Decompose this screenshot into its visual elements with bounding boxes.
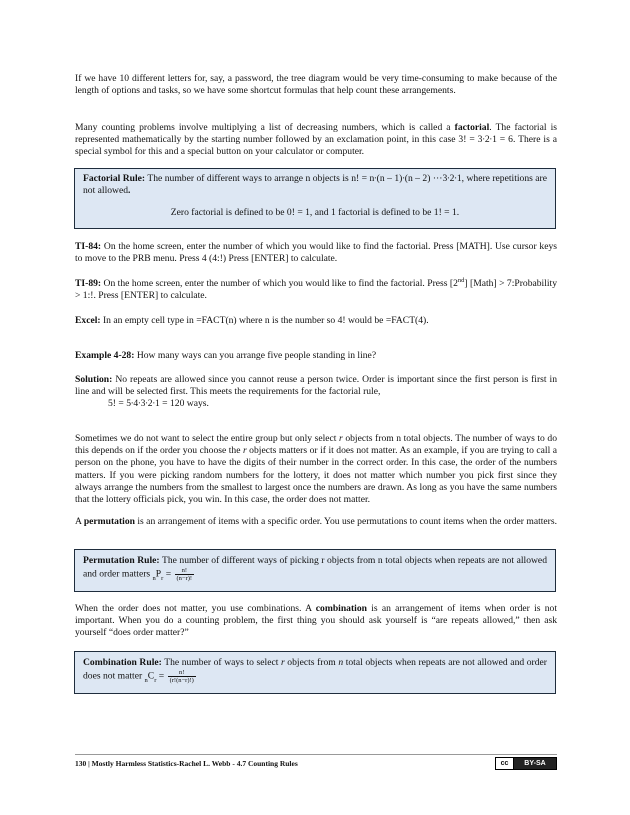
zero-factorial-note: Zero factorial is defined to be 0! = 1, and 1 factorial is defined to be 1! = 1. <box>170 207 460 219</box>
ti89-instructions: TI-89: On the home screen, enter the number of which you would like to find the factorial. Press [2nd] [Math] > 7:Probability > 1:!. Press [ENTER] to calculate. <box>75 276 557 302</box>
solution: Solution: No repeats are allowed since you cannot reuse a person twice. Order is important since the first person is first in line and will be selected first. This meets the requirements for the factorial rule, 5! = 5∙4∙3∙2∙1 = 120 ways. <box>75 374 557 410</box>
ti84-instructions: TI-84: On the home screen, enter the number of which you would like to find the factorial. Press [MATH]. Use cursor keys to move to the PRB menu. Press 4 (4:!) Press [ENTER] to calculate. <box>75 241 557 265</box>
intro-paragraph: If we have 10 different letters for, say, a password, the tree diagram would be very time-consuming to make because of the length of options and tasks, so we have some shortcut formulas that help count these arrangements. <box>75 73 557 97</box>
cc-by-sa-license-icon: cc BY-SA <box>495 757 557 770</box>
permutation-rule-box: Permutation Rule: The number of different ways of picking r objects from n total objects when repeats are not allowed and order matters $_nP_r$ = $\frac{n!}{(n-r)!}$ <box>74 549 556 592</box>
combination-definition: When the order does not matter, you use combinations. A combination is an arrangement of items when order is not important. When you do a counting problem, the first thing you should ask yourself is “are repeats allowed,” then ask yourself “does order matter?” <box>75 603 558 639</box>
permutation-fraction: $\frac{n!}{(n-r)!}$ <box>176 567 193 583</box>
order-paragraph: Sometimes we do not want to select the entire group but only select r objects from n total objects. The number of ways to do this depends on if the order you choose the r objects matters or if it does not matter. As an example, if you are trying to call a person on the phone, you have to have the digits of their number in the correct order. In this case, the order of the numbers matters. If you were picking random numbers for the lottery, it does not matter which number you pick first since they always arrange the numbers from the smallest to largest once the numbers are drawn. As long as you have the same numbers that the lottery officials pick, you win. In this case, the order does not matter. <box>75 433 557 506</box>
factorial-paragraph: Many counting problems involve multiplying a list of decreasing numbers, which is called a factorial. The factorial is represented mathematically by the starting number followed by an exclamation point, in this case 3! = 3∙2∙1 = 6. There is a special symbol for this and a special button on your calculator or computer. <box>75 122 557 158</box>
permutation-definition: A permutation is an arrangement of items with a specific order. You use permutations to count items when the order matters. <box>75 516 558 527</box>
page-footer: 130 | Mostly Harmless Statistics-Rachel L. Webb - 4.7 Counting Rules <box>75 759 298 768</box>
combination-rule-box: Combination Rule: The number of ways to select r objects from n total objects when repeats are not allowed and order does not matter $_nC_r$ = $\frac{n!}{(r!(n-r)!)}$ <box>74 651 556 694</box>
example-4-28: Example 4-28: How many ways can you arrange five people standing in line? <box>75 350 377 361</box>
combination-fraction: $\frac{n!}{(r!(n-r)!)}$ <box>169 669 194 685</box>
footer-divider <box>75 754 557 755</box>
factorial-rule-box: Factorial Rule: The number of different ways to arrange n objects is n! = n∙(n – 1)∙(n – 2) ···3∙2∙1, where repetitions are not allowed. Zero factorial is defined to be 0! = 1, and 1 factorial is defined to be 1! = 1. <box>74 168 556 229</box>
excel-instructions: Excel: In an empty cell type in =FACT(n) where n is the number so 4! would be =FACT(4). <box>75 315 429 326</box>
